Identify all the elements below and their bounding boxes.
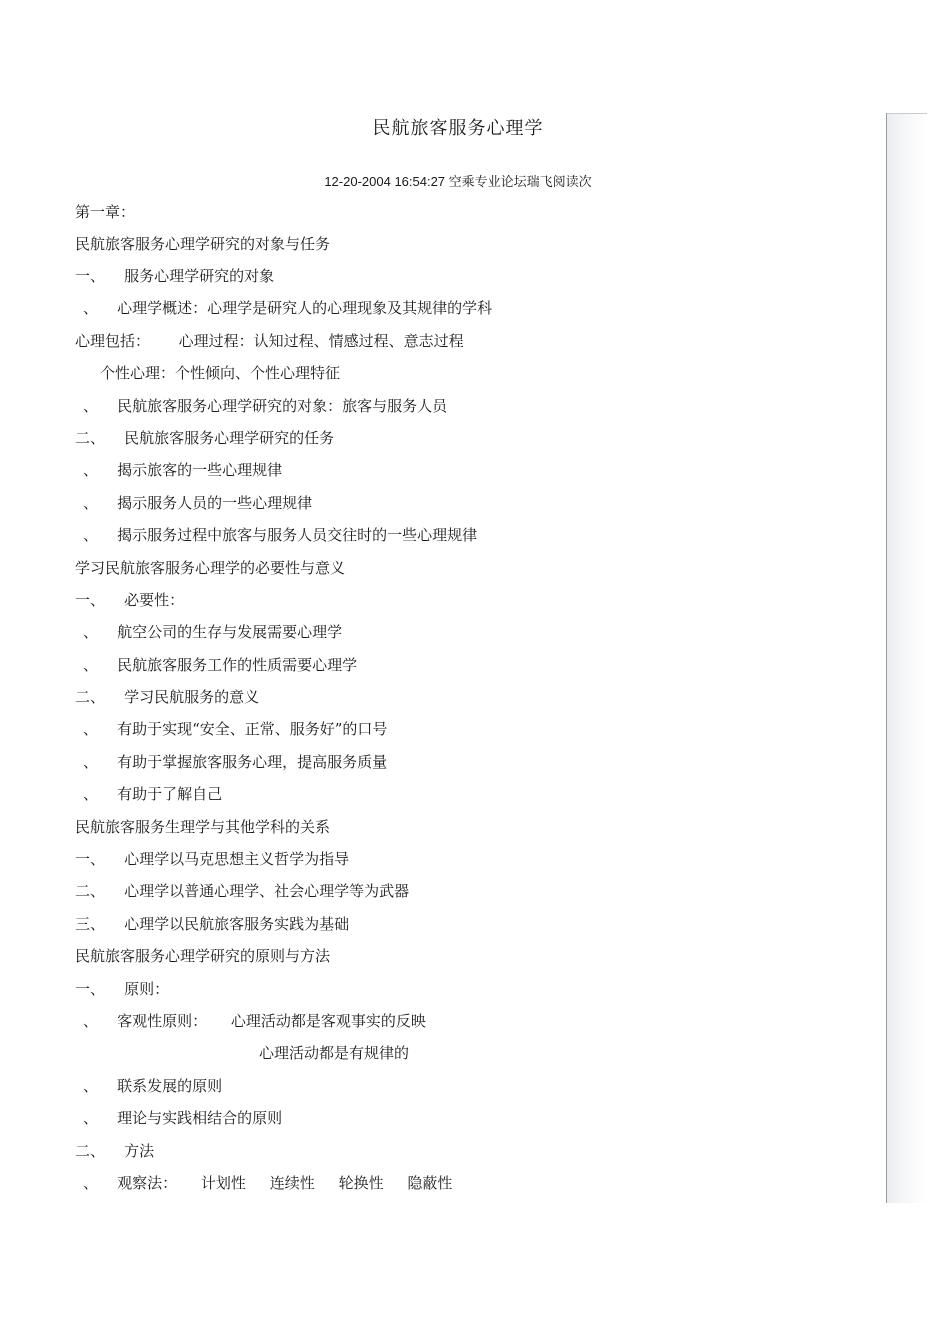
text-line: 二、 学习民航服务的意义: [75, 688, 260, 706]
text-line: 二、 民航旅客服务心理学研究的任务: [75, 429, 335, 447]
text-line: 民航旅客服务生理学与其他学科的关系: [75, 818, 331, 836]
right-side-panel: [886, 113, 927, 1203]
text-line: 、 揭示服务人员的一些心理规律: [83, 494, 313, 512]
text-line: 二、 方法: [75, 1142, 155, 1160]
document-title: 民航旅客服务心理学: [372, 118, 544, 139]
text-line: 、 理论与实践相结合的原则: [83, 1109, 283, 1127]
text-line: 、 联系发展的原则: [83, 1077, 223, 1095]
text-line: 民航旅客服务心理学研究的对象与任务: [75, 235, 331, 253]
text-line: 一、 必要性：: [75, 591, 185, 609]
text-line: 、 航空公司的生存与发展需要心理学: [83, 623, 343, 641]
text-line: 、 揭示旅客的一些心理规律: [83, 461, 283, 479]
document-meta: 12-20-2004 16:54:27 空乘专业论坛瑞飞阅读次: [324, 174, 592, 189]
text-line: 学习民航旅客服务心理学的必要性与意义: [75, 559, 346, 577]
text-line: 、 心理学概述：心理学是研究人的心理现象及其规律的学科: [83, 299, 493, 317]
text-line: 一、 服务心理学研究的对象: [75, 267, 275, 285]
text-line: 、 有助于掌握旅客服务心理，提高服务质量: [83, 753, 388, 771]
text-line: 个性心理：个性倾向、个性心理特征: [100, 364, 341, 382]
text-line: 心理包括： 心理过程：认知过程、情感过程、意志过程: [75, 332, 464, 350]
text-line: 民航旅客服务心理学研究的原则与方法: [75, 947, 331, 965]
panel-top-border: [887, 113, 927, 114]
text-line: 、 有助于了解自己: [83, 785, 223, 803]
text-line: 、 客观性原则： 心理活动都是客观事实的反映: [83, 1012, 426, 1030]
text-line: 、 民航旅客服务心理学研究的对象：旅客与服务人员: [83, 397, 448, 415]
text-line: 第一章：: [75, 203, 136, 221]
text-line: 、 有助于实现“安全、正常、服务好”的口号: [83, 720, 388, 738]
text-line: 一、 原则：: [75, 980, 170, 998]
text-line: 心理活动都是有规律的: [259, 1044, 410, 1062]
text-line: 二、 心理学以普通心理学、社会心理学等为武器: [75, 882, 410, 900]
text-line: 一、 心理学以马克思想主义哲学为指导: [75, 850, 350, 868]
text-line: 、 揭示服务过程中旅客与服务人员交往时的一些心理规律: [83, 526, 478, 544]
text-line: 三、 心理学以民航旅客服务实践为基础: [75, 915, 350, 933]
text-line: 、 观察法： 计划性 连续性 轮换性 隐蔽性: [83, 1174, 453, 1192]
text-line: 、 民航旅客服务工作的性质需要心理学: [83, 656, 358, 674]
